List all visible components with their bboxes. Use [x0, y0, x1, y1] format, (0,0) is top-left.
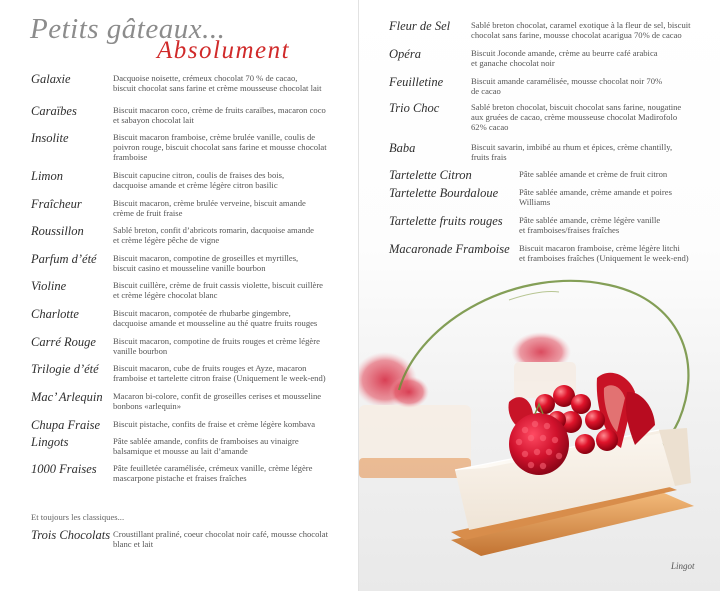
menu-left-page [0, 0, 358, 591]
menu-item-name: Tartelette Bourdaloue [389, 186, 499, 200]
description-line: Williams [519, 197, 551, 208]
menu-item-description [113, 280, 323, 300]
background-cake-left [359, 352, 471, 478]
description-line: Biscuit macaron, compotée de rhubarbe gingembre, [113, 308, 291, 318]
menu-item-description [113, 308, 317, 328]
menu-item-description [519, 243, 689, 263]
description-line: poivron rouge, biscuit chocolat sans farine et mousse chocolat [113, 142, 327, 153]
description-line: Croustillant praliné, coeur chocolat noir café, mousse chocolat [113, 529, 329, 539]
lingot-cake [451, 428, 694, 556]
menu-item-description [519, 215, 660, 235]
menu-item-description [113, 253, 298, 273]
description-line: Biscuit macaron framboise, crème brulée vanille, coulis de [113, 132, 316, 142]
menu-item-name: Feuilletine [389, 75, 444, 89]
description-line: bonbons «arlequin» [113, 401, 182, 412]
description-line: Pâte sablée amande et crème de fruit citron [519, 169, 668, 179]
description-line: Biscuit macaron coco, crème de fruits caraïbes, macaron coco [113, 105, 326, 115]
description-line: et framboises fraîches (Uniquement le week-end) [519, 253, 689, 264]
description-line: dacquoise amande et mousseline au thé quatre fruits rouges [113, 318, 318, 329]
description-line: vanille bourbon [113, 346, 168, 357]
description-line: et framboises/fraises fraîches [519, 225, 620, 236]
description-line: Biscuit macaron, compotine de fruits rouges et crème légère [113, 336, 320, 346]
menu-item-description [519, 187, 672, 207]
description-line: Pâte sablée amande, crème amande et poires [519, 187, 672, 197]
menu-item-name: Galaxie [31, 72, 71, 86]
description-line: de cacao [471, 86, 501, 97]
menu-item-name: Opéra [389, 47, 421, 61]
description-line: mascarpone pistache et fraises fraîches [113, 473, 247, 484]
description-line: et crème légère chocolat blanc [113, 290, 218, 301]
menu-item-name: Baba [389, 141, 416, 155]
description-line: biscuit casino et mousseline vanille bourbon [113, 263, 266, 274]
menu-item-description [113, 336, 320, 356]
menu-item-description [113, 419, 315, 429]
menu-item-description [113, 73, 322, 93]
menu-item-description [113, 170, 284, 190]
description-line: chocolat sans farine, mousse chocolat acarigua 70% de cacao [471, 30, 682, 41]
menu-item-description [113, 198, 306, 218]
description-line: Biscuit savarin, imbibé au rhum et épices, crème chantilly, [471, 142, 673, 152]
menu-item-name: Caraïbes [31, 104, 77, 118]
description-line: framboise et tartelette citron fraise (Uniquement le week-end) [113, 373, 326, 384]
description-line: balsamique et mousse au lait d’amande [113, 446, 248, 457]
description-line: Dacquoise noisette, crémeux chocolat 70 % de cacao, [113, 73, 298, 83]
menu-title: Petits gâteaux... [30, 13, 226, 45]
description-line: et ganache chocolat noir [471, 58, 555, 69]
description-line: et sabayon chocolat lait [113, 115, 194, 126]
menu-item-description [471, 142, 672, 162]
menu-item-name: Violine [31, 279, 67, 293]
menu-item-name: Trilogie d’été [31, 362, 99, 376]
menu-item-description [113, 225, 314, 245]
menu-item-name: Chupa Fraise [31, 418, 101, 432]
description-line: Biscuit amande caramélisée, mousse chocolat noir 70% [471, 76, 663, 86]
menu-item-description [113, 436, 299, 456]
menu-item-name: Fleur de Sel [389, 19, 451, 33]
description-line: blanc et lait [113, 539, 154, 550]
menu-item-name: Carré Rouge [31, 335, 96, 349]
description-line: Pâte feuilletée caramélisée, crémeux vanille, crème légère [113, 463, 313, 473]
menu-right-page [359, 0, 720, 591]
menu-item-name: Mac’ Arlequin [31, 390, 103, 404]
classics-intro: Et toujours les classiques... [31, 512, 125, 522]
description-line: Sablé breton, confit d’abricots romarin, dacquoise amande [113, 225, 314, 235]
description-line: Pâte sablée amande, crème légère vanille [519, 215, 661, 225]
description-line: et crème légère pêche de vigne [113, 235, 220, 246]
menu-item-name: Charlotte [31, 307, 79, 321]
menu-item-description [113, 391, 321, 411]
menu-item-description [471, 48, 658, 68]
description-line: Biscuit pistache, confits de fraise et crème légère kombava [113, 419, 316, 429]
menu-item-name: 1000 Fraises [31, 462, 97, 476]
menu-item-description [113, 363, 326, 383]
description-line: Biscuit macaron, cube de fruits rouges et Ayze, macaron [113, 363, 307, 373]
menu-item-name: Trois Chocolats [31, 528, 111, 542]
menu-item-description [113, 463, 312, 483]
menu-item-name: Parfum d’été [31, 252, 97, 266]
menu-item-description [471, 20, 691, 40]
menu-item-description [471, 102, 681, 133]
description-line: Biscuit capucine citron, coulis de fraises des bois, [113, 170, 285, 180]
description-line: Biscuit macaron, crème brulée verveine, biscuit amande [113, 198, 306, 208]
description-line: biscuit chocolat sans farine et crème mousseuse chocolat lait [113, 83, 322, 94]
menu-item-name: Roussillon [31, 224, 84, 238]
description-line: Biscuit macaron, compotine de groseilles et myrtilles, [113, 253, 299, 263]
description-line: Macaron bi-colore, confit de groseilles cerises et mousseline [113, 391, 322, 401]
menu-item-description [113, 105, 326, 125]
description-line: Sablé breton chocolat, caramel exotique à la fleur de sel, biscuit [471, 20, 691, 30]
menu-item-name: Lingots [31, 435, 69, 449]
description-line: 62% cacao [471, 122, 509, 133]
menu-item-name: Fraîcheur [31, 197, 82, 211]
description-line: fruits frais [471, 152, 507, 163]
menu-item-name: Trio Choc [389, 101, 440, 115]
description-line: Biscuit cuillère, crème de fruit cassis violette, biscuit cuillère [113, 280, 323, 290]
description-line: Biscuit Joconde amande, crème au beurre café arabica [471, 48, 658, 58]
menu-item-name: Tartelette fruits rouges [389, 214, 503, 228]
photo-caption: Lingot [671, 561, 695, 571]
description-line: crème de fruit fraise [113, 208, 183, 219]
description-line: aux gruées de cacao, crème mousseuse chocolat Madirofolo [471, 112, 678, 123]
description-line: Biscuit macaron framboise, crème légère litchi [519, 243, 680, 253]
menu-item-description [113, 132, 327, 163]
menu-item-name: Tartelette Citron [389, 168, 472, 182]
menu-item-name: Insolite [31, 131, 69, 145]
menu-item-name: Macaronade Framboise [389, 242, 510, 256]
menu-item-description [113, 529, 328, 549]
description-line: Pâte sablée amande, confits de framboises au vinaigre [113, 436, 299, 446]
description-line: framboise [113, 152, 148, 163]
menu-item-description [471, 76, 662, 96]
menu-item-name: Limon [31, 169, 63, 183]
menu-item-description [519, 169, 667, 179]
description-line: Sablé breton chocolat, biscuit chocolat sans farine, nougatine [471, 102, 682, 112]
description-line: dacquoise amande et crème légère citron basilic [113, 180, 278, 191]
menu-subtitle: Absolument [157, 37, 291, 64]
